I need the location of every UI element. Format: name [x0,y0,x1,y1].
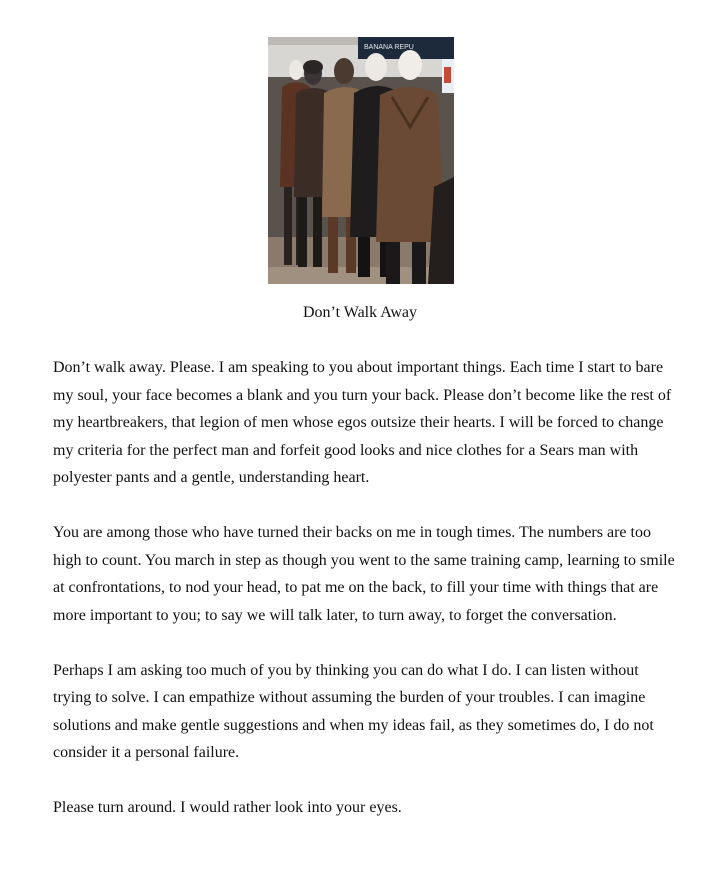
paragraph: Please turn around. I would rather look into your eyes. [53,799,402,816]
document-title: Don’t Walk Away [303,304,417,321]
paragraph: Perhaps I am asking too much of you by thinking you can do what I do. I can listen without trying to solve. I can empathize without assuming the burden of your troubles. I can imagine solutions and make gentle suggestions and when my ideas fail, as they sometimes do, I do not consider it a personal failure. [53,661,654,761]
document-body [53,354,679,849]
paragraph: You are among those who have turned their backs on me in tough times. The numbers are too high to count. You march in step as though you went to the same training camp, learning to smile at confrontations, to nod your head, to pat me on the back, to fill your time with things that are more important to you; to say we will talk later, to turn away, to forget the conversation. [53,524,675,624]
paragraph: Don’t walk away. Please. I am speaking to you about important things. Each time I start to bare my soul, your face becomes a blank and you turn your back. Please don’t become like the rest of my heartbreakers, that legion of men whose egos outsize their hearts. I will be forced to change my criteria for the perfect man and forfeit good looks and nice clothes for a Sears man with polyester pants and a gentle, understanding heart. [53,359,672,486]
store-sign-text: BANANA REPU [364,44,414,51]
mannequins-photo [268,37,454,284]
